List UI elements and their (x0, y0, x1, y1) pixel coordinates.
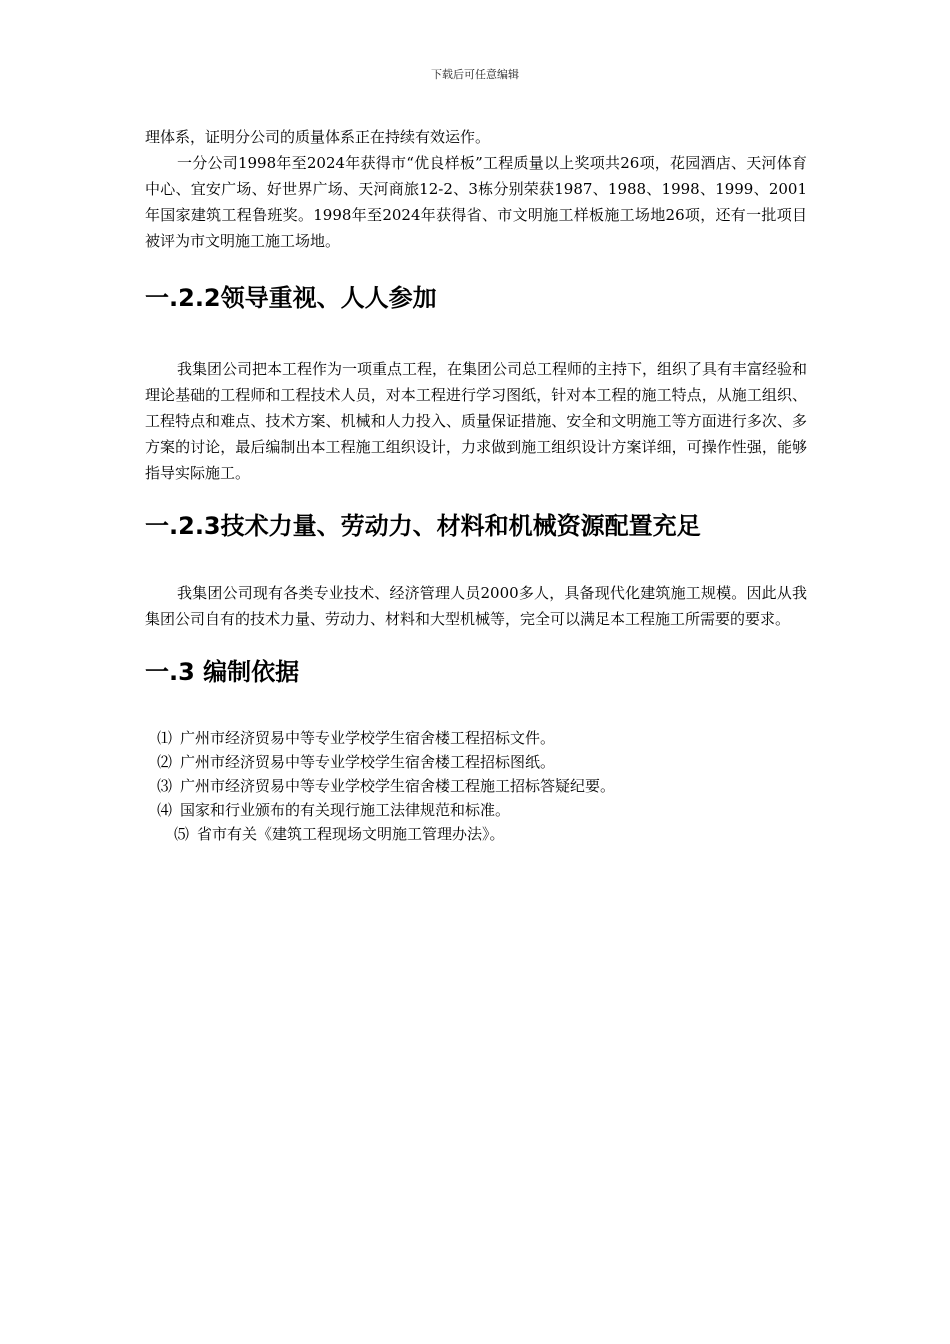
list-item-text: 国家和行业颁布的有关现行施工法律规范和标准。 (180, 801, 511, 819)
page-header-note: 下载后可任意编辑 (431, 68, 519, 81)
list-item-number: ⑸ (174, 825, 190, 843)
list-item-number: ⑵ (157, 753, 173, 771)
list-item-text: 广州市经济贸易中等专业学校学生宿舍楼工程施工招标答疑纪要。 (180, 777, 616, 795)
paragraph-resources: 我集团公司现有各类专业技术、经济管理人员2000多人，具备现代化建筑施工规模。因此从我集团公司自有的技术力量、劳动力、材料和大型机械等，完全可以满足本工程施工所需要的要求。 (145, 584, 807, 628)
list-item (157, 774, 807, 798)
list-item (157, 798, 807, 822)
list-item-text: 广州市经济贸易中等专业学校学生宿舍楼工程招标图纸。 (180, 753, 556, 771)
list-item-number: ⑷ (157, 801, 173, 819)
list-item (157, 750, 807, 774)
paragraph-quality-system: 理体系，证明分公司的质量体系正在持续有效运作。 (145, 128, 491, 146)
paragraph-awards: 一分公司1998年至2024年获得市“优良样板”工程质量以上奖项共26项，花园酒店、天河体育中心、宜安广场、好世界广场、天河商旅12-2、3栋分别荣获1987、1988、1998、1999、2001年国家建筑工程鲁班奖。1998年至2024年获得省、市文明施工样板施工场地26项，还有一批项目被评为市文明施工施工场地。 (145, 154, 807, 250)
list-item-text: 省市有关《建筑工程现场文明施工管理办法》。 (197, 825, 505, 843)
list-item-number: ⑶ (157, 777, 173, 795)
list-item-text: 广州市经济贸易中等专业学校学生宿舍楼工程招标文件。 (180, 729, 556, 747)
document-body (145, 124, 807, 846)
paragraph-leadership: 我集团公司把本工程作为一项重点工程，在集团公司总工程师的主持下，组织了具有丰富经验和理论基础的工程师和工程技术人员，对本工程进行学习图纸，针对本工程的施工特点，从施工组织、工程特点和难点、技术方案、机械和人力投入、质量保证措施、安全和文明施工等方面进行多次、多方案的讨论，最后编制出本工程施工组织设计，力求做到施工组织设计方案详细，可操作性强，能够指导实际施工。 (145, 360, 808, 482)
list-item (157, 726, 807, 750)
list-item (157, 822, 807, 846)
heading-basis: 一.3 编制依据 (145, 658, 300, 686)
heading-resources: 一.2.3技术力量、劳动力、材料和机械资源配置充足 (145, 512, 701, 540)
reference-list (145, 726, 807, 846)
heading-leadership: 一.2.2领导重视、人人参加 (145, 284, 437, 312)
list-item-number: ⑴ (157, 729, 173, 747)
